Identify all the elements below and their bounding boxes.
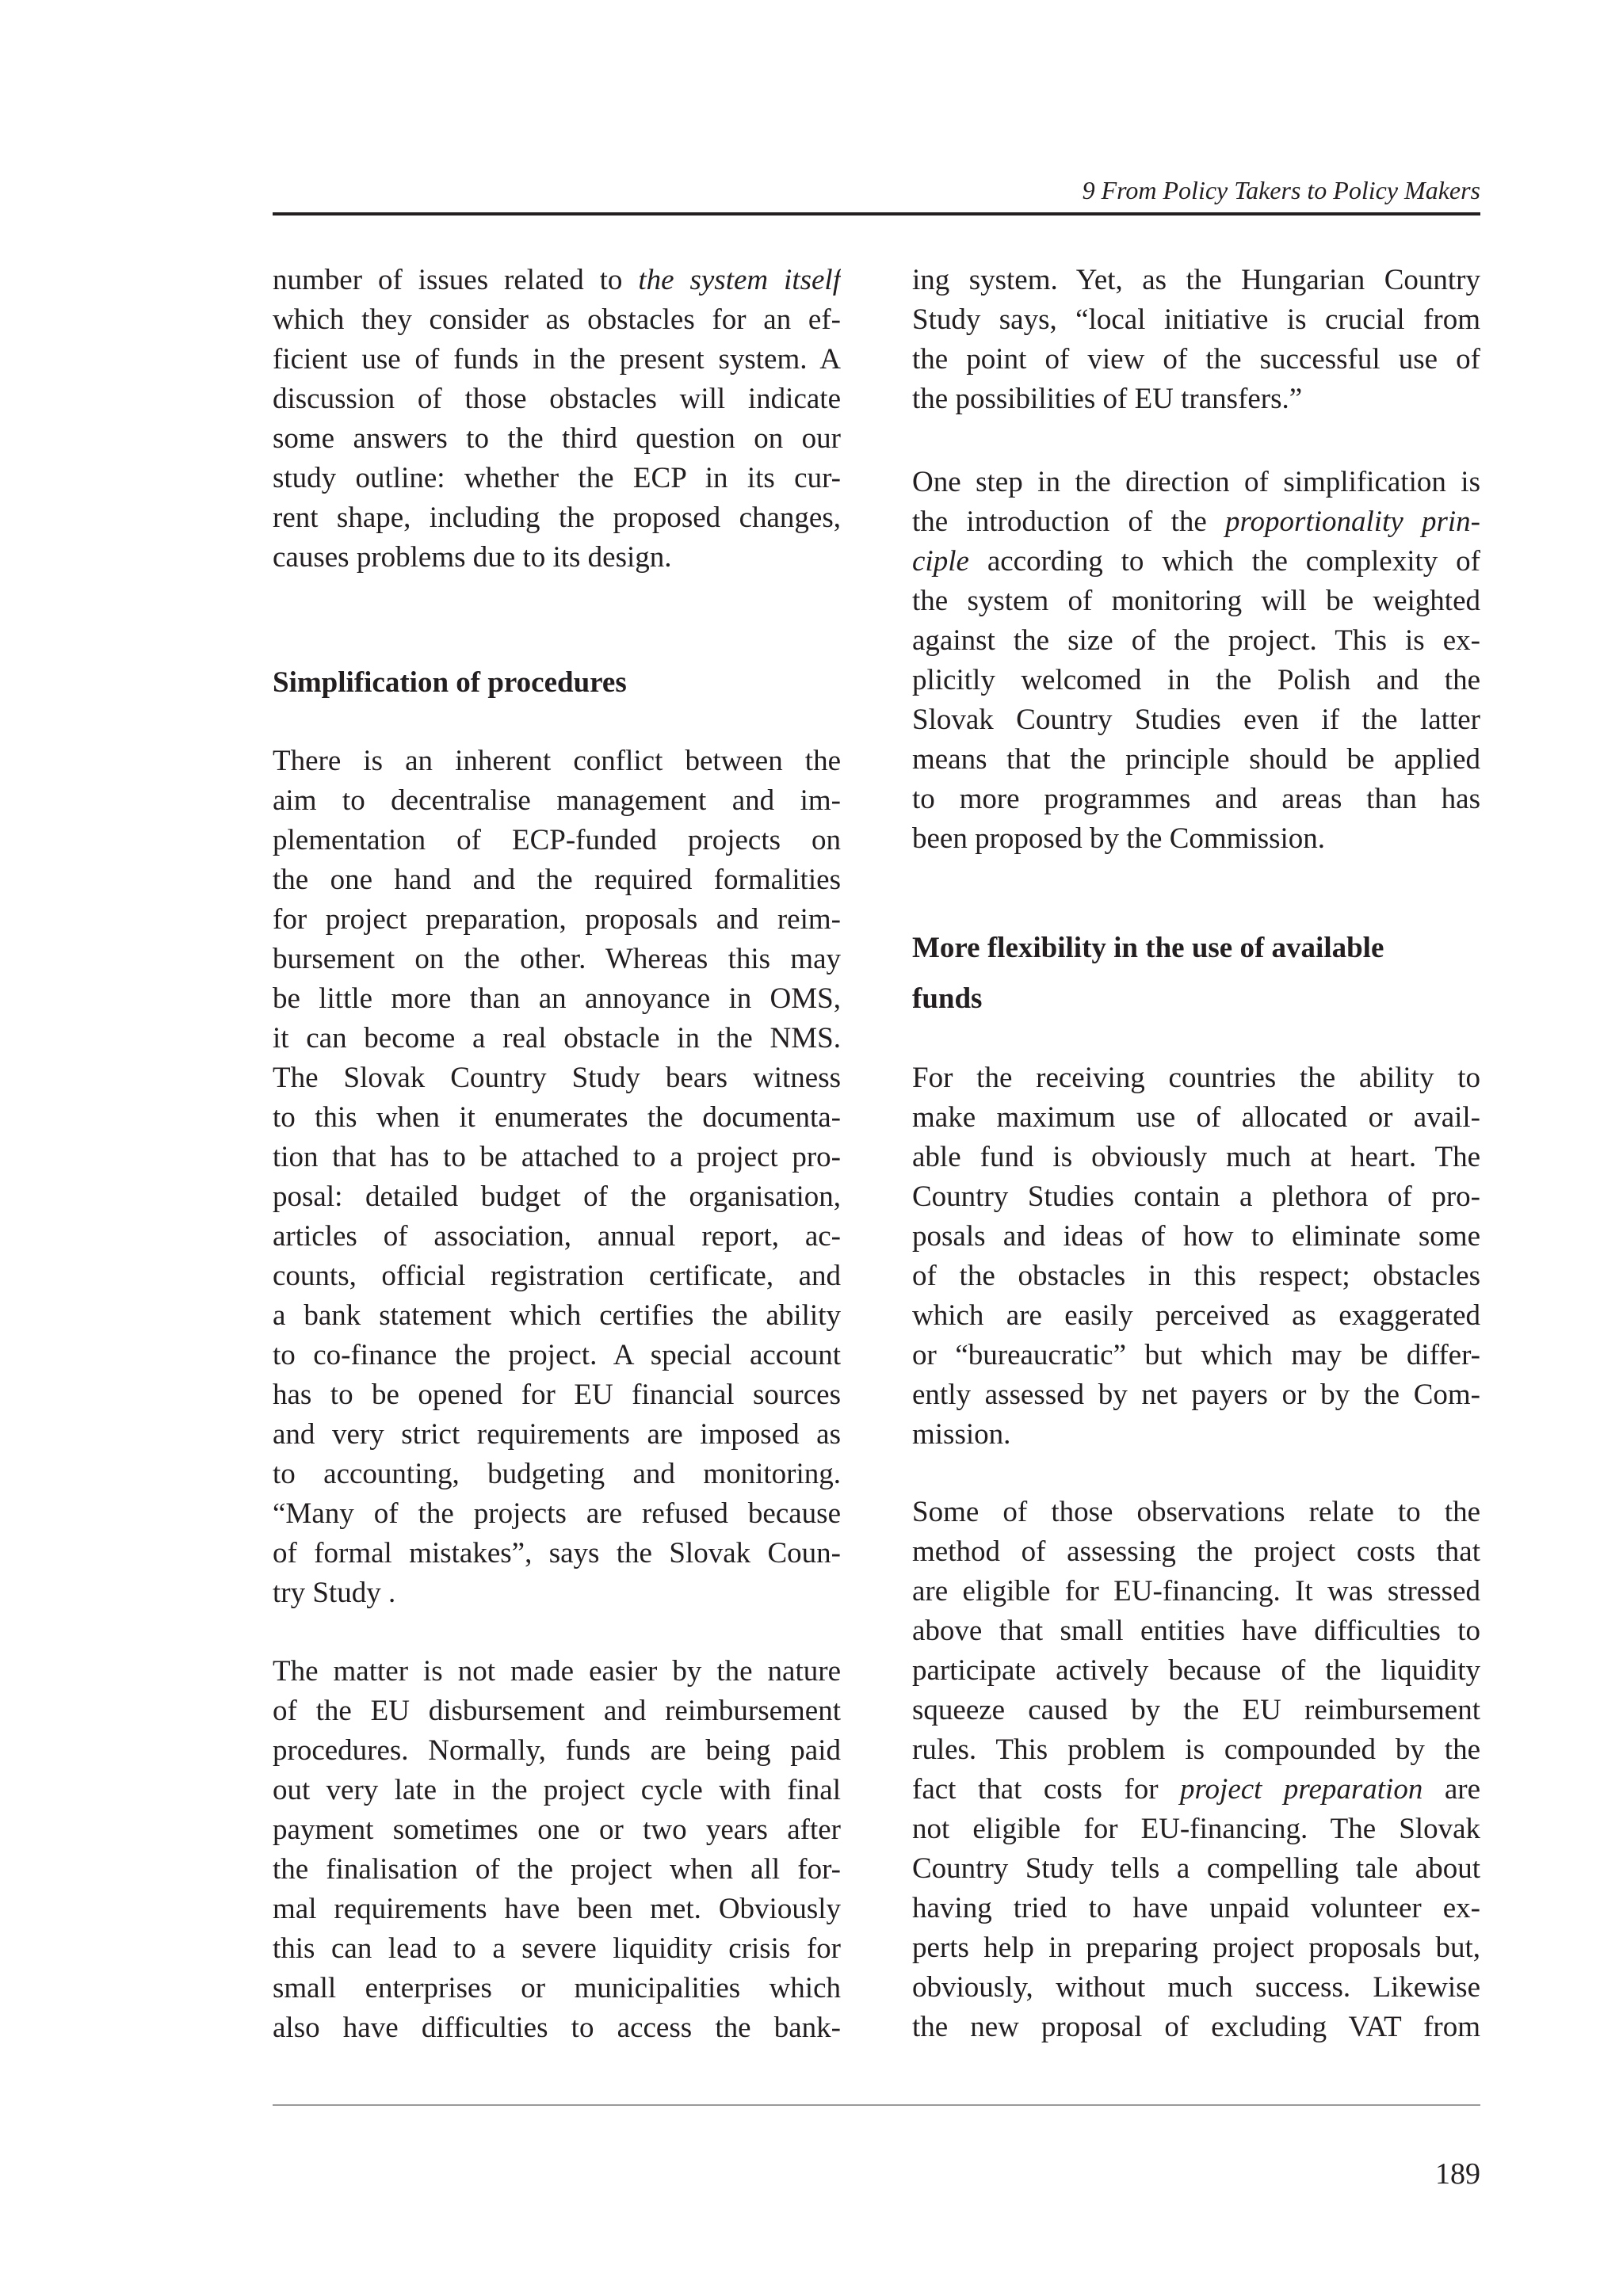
text-line: of formal mistakes”, says the Slovak Coun- [273,1537,841,1569]
text-line: rent shape, including the proposed changes, [273,502,841,534]
text-line: plementation of ECP-funded projects on [273,824,841,856]
text-line: or “bureaucratic” but which may be differ- [912,1339,1480,1371]
section-heading [912,929,1480,1030]
text-segment: are [1423,1773,1480,1806]
text-line: procedures. Normally, funds are being paid [273,1734,841,1767]
text-line: to accounting, budgeting and monitoring. [273,1458,841,1490]
text-line: having tried to have unpaid volunteer ex- [912,1892,1480,1924]
page-number: 189 [1435,2157,1480,2191]
text-line: More flexibility in the use of available [912,932,1384,964]
text-line: payment sometimes one or two years after [273,1814,841,1846]
text-line: Some of those observations relate to the [912,1496,1480,1528]
text-line: of the obstacles in this respect; obstacles [912,1260,1480,1292]
text-line: been proposed by the Commission. [912,822,1326,855]
text-line: able fund is obviously much at heart. The [912,1141,1480,1173]
text-line: posals and ideas of how to eliminate some [912,1220,1480,1253]
text-line: this can lead to a severe liquidity crisis for [273,1932,841,1965]
emphasis-text: proportionality prin- [1225,505,1480,538]
emphasis-text: project preparation [1180,1773,1423,1806]
text-line: rules. This problem is compounded by the [912,1733,1480,1766]
text-line: to co-finance the project. A special account [273,1339,841,1371]
text-line: perts help in preparing project proposals but, [912,1932,1480,1964]
text-line: Slovak Country Studies even if the latter [912,704,1480,736]
text-segment: number of issues related to [273,264,639,296]
text-line: Study says, “local initiative is crucial from [912,303,1480,336]
text-line: discussion of those obstacles will indicate [273,383,841,415]
text-line: Simplification of procedures [273,666,627,699]
text-line: means that the principle should be applied [912,743,1480,776]
text-line: One step in the direction of simplification is [912,466,1480,498]
text-line: above that small entities have difficulties to [912,1615,1480,1647]
text-line: are eligible for EU-financing. It was stressed [912,1575,1480,1608]
text-line: method of assessing the project costs that [912,1535,1480,1568]
text-line [912,542,1480,582]
text-line: For the receiving countries the ability to [912,1062,1480,1094]
text-line: tion that has to be attached to a project pro- [273,1141,841,1173]
paragraph [273,742,841,1613]
text-line: plicitly welcomed in the Polish and the [912,664,1480,696]
text-line: obviously, without much success. Likewise [912,1971,1480,2004]
paragraph [912,463,1480,859]
text-line: be little more than an annoyance in OMS, [273,982,841,1015]
text-line: the possibilities of EU transfers.” [912,383,1303,415]
text-line: There is an inherent conflict between the [273,745,841,777]
text-segment: fact that costs for [912,1773,1181,1806]
text-line: try Study . [273,1577,396,1609]
paragraph [912,261,1480,419]
text-line: out very late in the project cycle with final [273,1774,841,1806]
text-line: the one hand and the required formalities [273,864,841,896]
text-line: a bank statement which certifies the ability [273,1299,841,1332]
text-line: make maximum use of allocated or avail- [912,1101,1480,1134]
text-line [273,261,841,300]
text-line: ficient use of funds in the present system. A [273,343,841,376]
text-line: The Slovak Country Study bears witness [273,1062,841,1094]
text-line: squeeze caused by the EU reimbursement [912,1694,1480,1726]
text-line: ing system. Yet, as the Hungarian Country [912,264,1480,296]
text-line: not eligible for EU-financing. The Slovak [912,1813,1480,1845]
text-line: the point of view of the successful use of [912,343,1480,376]
paragraph [273,261,841,578]
emphasis-text: the system itself [638,264,841,296]
text-line: the new proposal of excluding VAT from [912,2011,1480,2043]
text-line: some answers to the third question on our [273,422,841,455]
text-line: against the size of the project. This is ex- [912,624,1480,657]
text-line: has to be opened for EU financial sources [273,1379,841,1411]
text-line: aim to decentralise management and im- [273,784,841,817]
text-line [912,502,1480,542]
section-heading [273,663,841,714]
text-line: articles of association, annual report, ac- [273,1220,841,1253]
text-line: to more programmes and areas than has [912,783,1480,815]
text-line: Country Studies contain a plethora of pro- [912,1180,1480,1213]
text-line: study outline: whether the ECP in its cur- [273,462,841,494]
paragraph [273,1652,841,2048]
text-line: mal requirements have been met. Obviously [273,1893,841,1925]
text-line: mission. [912,1418,1011,1451]
text-segment: according to which the complexity of [968,545,1480,578]
text-line: to this when it enumerates the documenta- [273,1101,841,1134]
text-line: which are easily perceived as exaggerated [912,1299,1480,1332]
paragraph [912,1493,1480,2047]
text-line: participate actively because of the liquidity [912,1654,1480,1687]
text-line: for project preparation, proposals and reim- [273,903,841,936]
text-line: funds [912,982,983,1015]
text-line: posal: detailed budget of the organisation, [273,1180,841,1213]
text-line: “Many of the projects are refused because [273,1497,841,1530]
emphasis-text: ciple [912,545,969,578]
paragraph [912,1058,1480,1455]
text-line: of the EU disbursement and reimbursement [273,1695,841,1727]
text-line: it can become a real obstacle in the NMS. [273,1022,841,1055]
footer-rule [273,2104,1480,2106]
text-line: small enterprises or municipalities which [273,1972,841,2004]
text-line: also have difficulties to access the bank- [273,2012,841,2044]
text-line: and very strict requirements are imposed as [273,1418,841,1451]
running-head: 9 From Policy Takers to Policy Makers [1082,176,1480,204]
text-line: The matter is not made easier by the nature [273,1655,841,1688]
text-line: the system of monitoring will be weighted [912,585,1480,617]
header-rule [273,212,1480,215]
text-line: counts, official registration certificate, and [273,1260,841,1292]
text-line: causes problems due to its design. [273,541,672,574]
text-line: which they consider as obstacles for an ef- [273,303,841,336]
text-line: bursement on the other. Whereas this may [273,943,841,975]
text-segment: the introduction of the [912,505,1226,538]
text-line [912,1770,1480,1810]
text-line: ently assessed by net payers or by the Com- [912,1379,1480,1411]
text-line: Country Study tells a compelling tale about [912,1852,1480,1885]
text-line: the finalisation of the project when all for- [273,1853,841,1886]
